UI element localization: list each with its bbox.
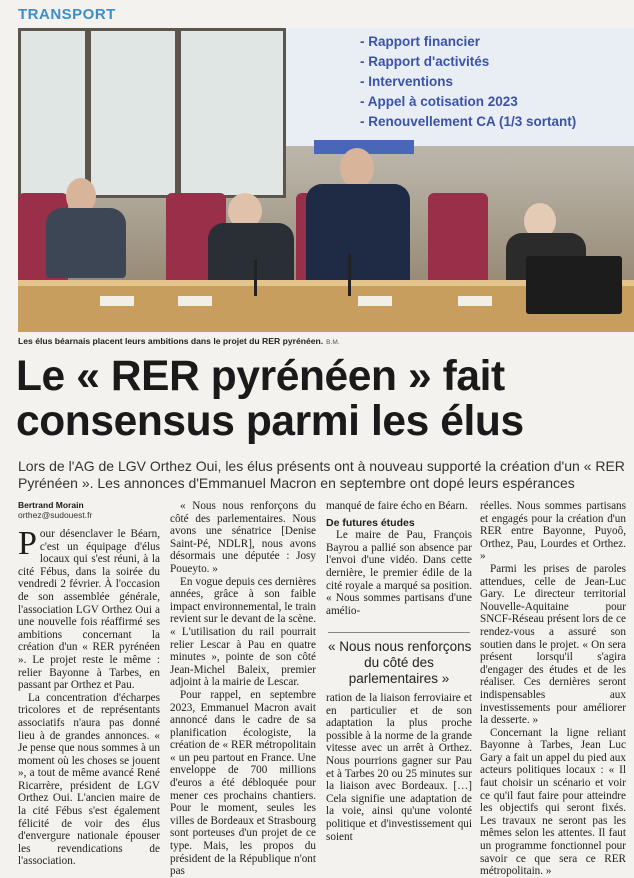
nameplate — [358, 296, 392, 306]
subheading: De futures études — [326, 516, 415, 529]
laptop — [526, 256, 622, 314]
nameplate — [178, 296, 212, 306]
paragraph: Le maire de Pau, François Bayrou a pallié son absence par l'envoi d'une vidéo. Dans cette dernière, le premier édile de la cité royale a marqué sa position. « Nous sommes partisans d'une amélio- — [326, 529, 472, 617]
pull-quote-line: parlementaires » — [348, 671, 450, 686]
slide-item: - Appel à cotisation 2023 — [360, 94, 518, 109]
pull-quote-line: du côté des — [364, 655, 434, 670]
headline — [16, 354, 628, 444]
paragraph: Pour rappel, en septembre 2023, Emmanuel Macron avait annoncé dans le cadre de sa planification écologiste, la création de « RER métropolitain « un peu partout en France. Une enveloppe de 700 millions d'euros a été débloquée pour mener ces prochains chantiers. Pour le moment, seules les villes de Bordeaux et Strasbourg sont porteuses d'un projet de ce type. Mais, les propos du président de la République n'ont pas — [170, 688, 316, 878]
paragraph: Parmi les prises de paroles attendues, celle de Jean-Luc Gary. Le directeur territorial Nouvelle-Aquitaine pour SNCF-Réseau présent lors de ce rendez-vous a assuré son soutien dans le projet. « On sera présent lorsqu'il s'agira d'engager des études et de les réaliser. Ces dernières seront indispensables aux investissements pour améliorer la desserte. » — [480, 562, 626, 727]
author-name: Bertrand Morain — [18, 500, 84, 510]
author-email[interactable]: orthez@sudouest.fr — [18, 510, 93, 520]
article-photo — [18, 28, 634, 332]
slide-item: - Interventions — [360, 74, 454, 89]
chair-back — [428, 193, 488, 293]
paragraph: ration de la liaison ferroviaire et en particulier et de son adaptation la plus proche possible à la norme de la grande vitesse avec un arrêt à Orthez. Nous pourrions gagner sur Pau et à Tarbes 20 ou 25 minutes sur la liaison avec Bordeaux. […] Cela signifie une adaptation de la voie, ainsi qu'une volonté politique et d'investissement qui soient — [326, 692, 472, 843]
dropcap: P — [18, 525, 37, 562]
microphone — [254, 260, 257, 296]
article-column-1 — [18, 525, 160, 868]
byline — [18, 500, 92, 520]
slide-item: - Rapport financier — [360, 34, 481, 49]
article-column-4 — [480, 500, 626, 878]
paragraph: Pour désenclaver le Béarn, c'est un équipage d'élus locaux qui s'est réuni, à la cité Fébus, dans la soirée du vendredi 2 février. À l'occasion de son assemblée générale, l'association LGV Orthez Oui a une nouvelle fois réaffirmé ses ambitions concernant la création d'un « RER pyrénéen ». Le projet reste le même : relier Bayonne à Tarbes, en passant par Orthez et Pau. — [18, 525, 160, 692]
slide-item: - Renouvellement CA (1/3 sortant) — [360, 114, 577, 129]
paragraph: réelles. Nous sommes partisans et engagés pour la création d'un RER entre Bayonne, Puyoô, Orthez, Pau, Lourdes et Orthez. » — [480, 500, 626, 563]
caption-text: Les élus béarnais placent leurs ambitions dans le projet du RER pyrénéen. — [18, 336, 324, 346]
paragraph: Concernant la ligne reliant Bayonne à Tarbes, Jean Luc Gary a fait un appel du pied aux acteurs politiques locaux : « Il faut choisir un scénario et voir ce qu'il faut faire pour atteindre les objectifs qui seront fixés. Les travaux ne seront pas les mêmes selon les attentes. Il faut un programme fonctionnel pour savoir ce que sera ce RER métropolitain. » — [480, 726, 626, 878]
nameplate — [100, 296, 134, 306]
microphone — [348, 254, 351, 296]
projection-screen — [286, 28, 634, 146]
section-rubric: TRANSPORT — [18, 6, 116, 23]
lede — [18, 458, 625, 492]
headline-line: consensus parmi les élus — [16, 398, 524, 445]
window-frame — [88, 28, 178, 198]
nameplate — [458, 296, 492, 306]
article-column-3 — [326, 500, 472, 617]
window-frame — [178, 28, 286, 198]
article-column-2 — [170, 500, 316, 878]
slide-item: - Rapport d'activités — [360, 54, 490, 69]
photo-credit: B.M. — [326, 339, 340, 346]
paragraph: manqué de faire écho en Béarn. — [326, 500, 468, 512]
lede-line: Lors de l'AG de LGV Orthez Oui, les élus présents ont à nouveau supporté la création d'un « RER — [18, 458, 625, 474]
pull-quote — [328, 632, 470, 687]
window-frame — [18, 28, 88, 198]
paragraph: La concentration d'écharpes tricolores et de représentants associatifs n'aura pas donné lieu à de grandes annonces. « Je pense que nous sommes à un moment où les choses se jouent », a tout de même avancé René Ricarrère, président de LGV Orthez Oui. L'ancien maire de la cité Fébus s'est également félicité de voir des élus d'envergure nationale épouser les revendications de l'association. — [18, 691, 160, 868]
pull-quote-line: « Nous nous renforçons — [328, 639, 472, 654]
headline-line: Le « RER pyrénéen » fait — [16, 353, 505, 400]
paragraph: « Nous nous renforçons du côté des parlementaires. Nous avons une sénatrice [Denise Saint-Pé, NDLR], nous avons désormais une députée : Josy Poueyto. » — [170, 500, 316, 575]
lede-line: Pyrénéen ». Les annonces d'Emmanuel Macron en septembre ont dopé leurs espérances — [18, 475, 575, 491]
paragraph: En vogue depuis ces dernières années, grâce à son faible impact environnemental, le train revient sur le devant de la scène. « L'utilisation du rail pourrait relier Lescar à Pau en quatre minutes », pointe de son côté Jean-Michel Baleix, premier adjoint à la mairie de Lescar. — [170, 575, 316, 689]
article-column-3-continued — [326, 692, 472, 843]
photo-caption — [18, 336, 340, 346]
